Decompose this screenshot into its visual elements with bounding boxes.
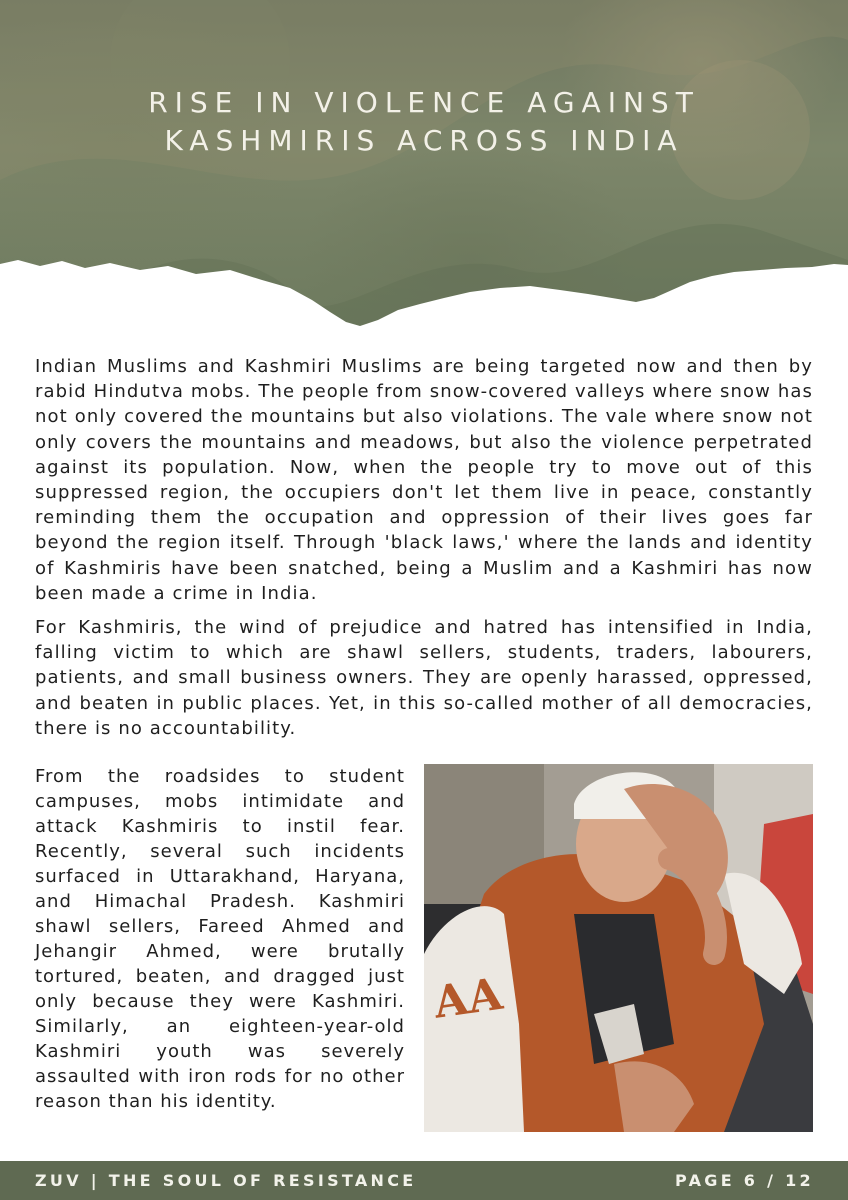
torn-paper-edge <box>0 250 848 330</box>
page-number: PAGE 6 / 12 <box>675 1171 814 1190</box>
page-title-line-1: RISE IN VIOLENCE AGAINST <box>148 86 700 119</box>
article-paragraph-1: Indian Muslims and Kashmiri Muslims are being targeted now and then by rabid Hindutva mobs. The people from snow-covered valleys where snow has not only covered the mountains but also violations. The vale where snow not only covers the mountains and meadows, but also the violence perpetrated against its population. Now, when the people try to move out of this suppressed region, the occupiers don't let them live in peace, constantly reminding them the occupation and oppression of their lives goes far beyond the region itself. Through 'black laws,' where the lands and identity of Kashmiris have been snatched, being a Muslim and a Kashmiri has now been made a crime in India. <box>35 356 813 604</box>
victim-photo-illustration <box>424 764 813 1132</box>
page-title-line-2: KASHMIRIS ACROSS INDIA <box>164 124 684 157</box>
footer-bar <box>0 1161 848 1200</box>
page-title <box>0 84 848 160</box>
victim-photo <box>424 764 813 1132</box>
publication-name: ZUV | THE SOUL OF RESISTANCE <box>35 1171 417 1190</box>
article-body <box>35 354 813 750</box>
svg-text:AA: AA <box>430 968 506 1029</box>
article-paragraph-3: From the roadsides to student campuses, mobs intimidate and attack Kashmiris to instil fear. Recently, several such incidents surfaced in Uttarakhand, Haryana, and Himachal Pradesh. Kashmiri shawl sellers, Fareed Ahmed and Jehangir Ahmed, were brutally tortured, beaten, and dragged just only because they were Kashmiri. Similarly, an eighteen-year-old Kashmiri youth was severely assaulted with iron rods for no other reason than his identity. <box>35 766 405 1112</box>
header-banner <box>0 0 848 330</box>
article-paragraph-2: For Kashmiris, the wind of prejudice and hatred has intensified in India, falling victim to which are shawl sellers, students, traders, labourers, patients, and small business owners. They are openly harassed, oppressed, and beaten in public places. Yet, in this so-called mother of all democracies, there is no accountability. <box>35 617 813 739</box>
article-side-column <box>35 764 405 1114</box>
